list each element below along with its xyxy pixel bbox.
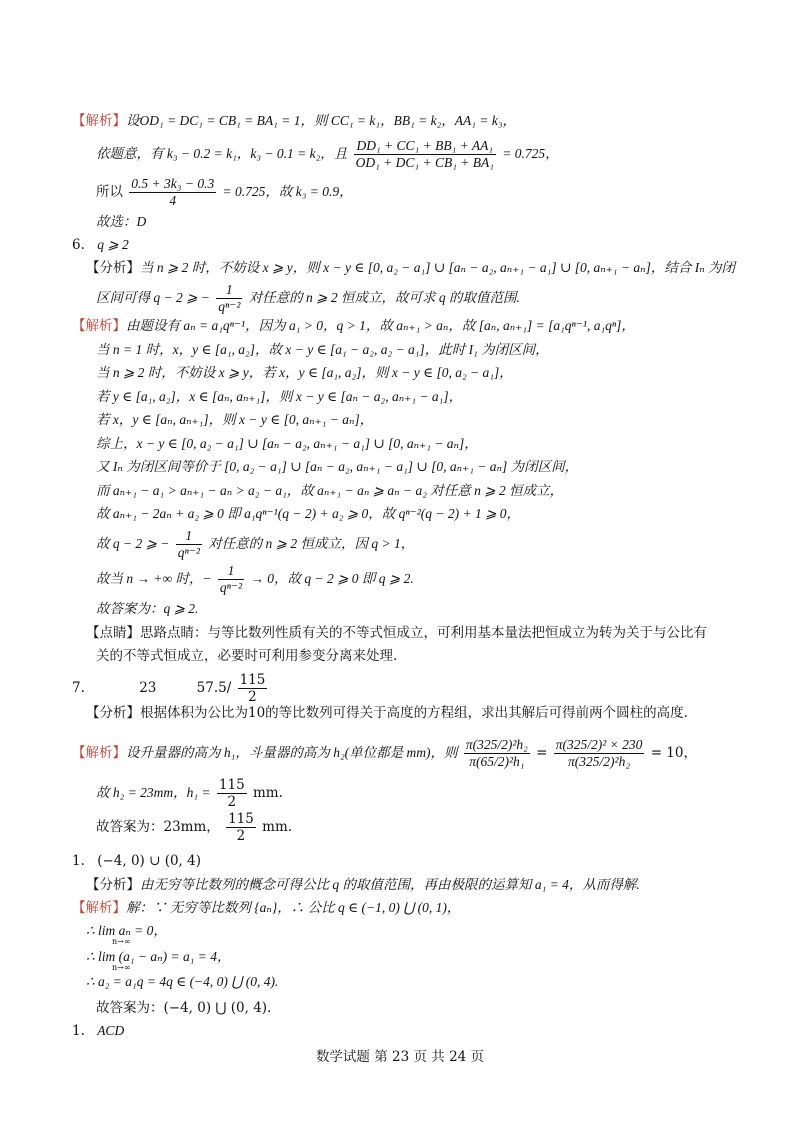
solution-tag: 【解析】 [72, 318, 126, 334]
question-answer: 7. 23 57.5/ $\frac{115}{2}$ [72, 672, 266, 705]
fraction: $\frac{1}{\text{qⁿ⁻²}}$ [219, 563, 243, 595]
solution-line: 所以 $\frac{\text{0.5 + 3k₃ − 0.3}}{4}$ = 0.725，故 k₃ = 0.9， [96, 176, 353, 208]
solution-tag: 【解析】 [72, 113, 126, 129]
limit-subscript: n→∞ [112, 937, 131, 946]
answer-line: 故答案为：q ⩾ 2. [96, 601, 199, 616]
question-number: 1. [72, 1023, 85, 1039]
remark-tag: 【点睛】 [86, 625, 140, 641]
analysis-line: 【分析】当 n ⩾ 2 时，不妨设 x ⩾ y，则 x − y ∈ [0, a₂ − a₁] ∪ [aₙ − a₂, aₙ₊₁ − a₁] ∪ [0, aₙ₊₁ − aₙ]，结合 Iₙ 为闭 [86, 260, 736, 276]
solution-line: 当 n ⩾ 2 时，不妨设 x ⩾ y，若 x，y ∈ [a₁, a₂]，则 x − y ∈ [0, a₂ − a₁]， [96, 365, 513, 380]
solution-line: ∴ lim aₙ = 0， [86, 923, 167, 938]
fraction: $\frac{1}{\text{qⁿ⁻²}}$ [177, 528, 200, 560]
solution-line: 【解析】设OD₁ = DC₁ = CB₁ = BA₁ = 1，则 CC₁ = k₁，BB₁ = k₂，AA₁ = k₃， [72, 113, 517, 129]
solution-line: ∴ lim (a₁ − aₙ) = a₁ = 4， [86, 949, 231, 964]
solution-line: 而 aₙ₊₁ − a₁ > aₙ₊₁ − aₙ > a₂ − a₁，故 aₙ₊₁ − aₙ ⩾ aₙ − a₂ 对任意 n ⩾ 2 恒成立， [96, 483, 564, 498]
analysis-tag: 【分析】 [86, 705, 140, 721]
solution-line: 【解析】设升量器的高为 h₁，斗量器的高为 h₂(单位都是 mm)，则 $\frac{\text{π(325/2)²h₂}}{\text{π(65/2)²h₁}}$ = $\frac{\text{π(325/2)² × 230}}{\text{π(325/2)²h₂}}$ = 10， [72, 737, 697, 769]
answer-line: 故选：D [96, 214, 147, 229]
fraction: $\frac{\text{π(325/2)²h₂}}{\text{π(65/2)²h₁}}$ [465, 737, 528, 769]
solution-line: 故 h₂ = 23mm，h₁ = $\frac{115}{2}$ mm. [96, 777, 283, 810]
solution-line: 故 q − 2 ⩾ − $\frac{1}{\text{qⁿ⁻²}}$ 对任意的 n ⩾ 2 恒成立，因 q > 1， [96, 528, 415, 560]
answer-line: 故答案为：(−4, 0) ⋃ (0, 4). [96, 1000, 272, 1016]
question-answer: 1. (−4, 0) ∪ (0, 4) [72, 853, 201, 869]
solution-line: 若 y ∈ [a₁, a₂]，x ∈ [aₙ, aₙ₊₁]，则 x − y ∈ [aₙ − a₂, aₙ₊₁ − a₁]， [96, 389, 463, 404]
remark-line: 【点睛】思路点睛：与等比数列性质有关的不等式恒成立，可利用基本量法把恒成立为转为关于与公比有 [86, 625, 707, 641]
question-answer: 1. ACD [72, 1023, 125, 1039]
fraction: $\frac{115}{2}$ [239, 672, 266, 705]
fraction: $\frac{115}{2}$ [228, 811, 254, 844]
solution-line: 若 x，y ∈ [aₙ, aₙ₊₁]，则 x − y ∈ [0, aₙ₊₁ − aₙ]， [96, 412, 374, 427]
solution-line: 综上，x − y ∈ [0, a₂ − a₁] ∪ [aₙ − a₂, aₙ₊₁ − a₁] ∪ [0, aₙ₊₁ − aₙ]， [96, 436, 478, 451]
analysis-line: 区间可得 q − 2 ⩾ − $\frac{1}{\text{qⁿ⁻²}}$ 对任意的 n ⩾ 2 恒成立，故可求 q 的取值范围. [96, 282, 520, 314]
analysis-line: 【分析】根据体积为公比为10的等比数列可得关于高度的方程组，求出其解后可得前两个圆柱的高度. [86, 705, 688, 721]
question-number: 7. [72, 680, 85, 696]
page-footer: 数学试题 第 23 页 共 24 页 [315, 1049, 485, 1065]
analysis-tag: 【分析】 [86, 877, 140, 893]
analysis-line: 【分析】由无穷等比数列的概念可得公比 q 的取值范围，再由极限的运算知 a₁ = 4，从而得解. [86, 877, 640, 893]
fraction: $\frac{1}{\text{qⁿ⁻²}}$ [218, 282, 241, 314]
solution-tag: 【解析】 [72, 745, 126, 761]
fraction: $\frac{\text{0.5 + 3k₃ − 0.3}}{4}$ [131, 176, 215, 208]
question-number: 6. [72, 237, 85, 253]
solution-line: 【解析】解：∵ 无穷等比数列 {aₙ}，∴ 公比 q ∈ (−1, 0) ⋃ (0, 1)， [72, 900, 461, 916]
solution-line: 当 n = 1 时，x，y ∈ [a₁, a₂]，故 x − y ∈ [a₁ − a₂, a₂ − a₁]，此时 I₁ 为闭区间， [96, 342, 549, 357]
solution-line: ∴ a₂ = a₁q = 4q ∈ (−4, 0) ⋃ (0, 4). [86, 974, 279, 989]
solution-line: 故当 n → +∞ 时，− $\frac{1}{\text{qⁿ⁻²}}$ → 0，故 q − 2 ⩾ 0 即 q ⩾ 2. [96, 563, 414, 595]
question-answer: 6. q ⩾ 2 [72, 237, 129, 253]
fraction: $\frac{\text{DD₁ + CC₁ + BB₁ + AA₁}}{\text{OD₁ + DC₁ + CB₁ + BA₁}}$ [355, 138, 494, 170]
fraction: $\frac{115}{2}$ [218, 777, 245, 810]
solution-line: 又 Iₙ 为闭区间等价于 [0, a₂ − a₁] ∪ [aₙ − a₂, aₙ₊₁ − a₁] ∪ [0, aₙ₊₁ − aₙ] 为闭区间， [96, 459, 579, 474]
remark-line: 关的不等式恒成立，必要时可利用参变分离来处理. [96, 648, 398, 664]
question-number: 1. [72, 853, 85, 869]
solution-line: 【解析】由题设有 aₙ = a₁qⁿ⁻¹，因为 a₁ > 0，q > 1，故 aₙ₊₁ > aₙ，故 [aₙ, aₙ₊₁] = [a₁qⁿ⁻¹, a₁qⁿ]， [72, 318, 635, 334]
answer-line: 故答案为：23mm， $\frac{115}{2}$ mm. [96, 811, 293, 844]
solution-line: 依题意，有 k₃ − 0.2 = k₁，k₃ − 0.1 = k₂，且 $\frac{\text{DD₁ + CC₁ + BB₁ + AA₁}}{\text{OD₁ + DC₁ + CB₁ + BA₁}}$ = 0.725， [96, 138, 559, 170]
solution-tag: 【解析】 [72, 900, 126, 916]
analysis-tag: 【分析】 [86, 260, 140, 276]
fraction: $\frac{\text{π(325/2)² × 230}}{\text{π(325/2)²h₂}}$ [555, 737, 643, 769]
solution-line: 故 aₙ₊₁ − 2aₙ + a₂ ⩾ 0 即 a₁qⁿ⁻¹(q − 2) + a₂ ⩾ 0，故 qⁿ⁻²(q − 2) + 1 ⩾ 0， [96, 506, 521, 521]
limit-subscript: n→∞ [112, 963, 131, 972]
